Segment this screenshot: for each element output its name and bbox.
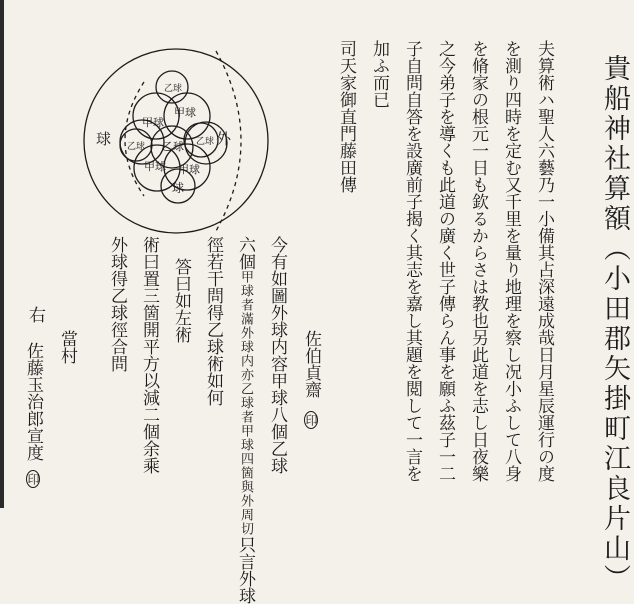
village-name: 當村 [57, 330, 77, 364]
label-kou-left-top: 甲球 [142, 116, 164, 129]
method-line-1: 術曰置三箇開平方以減二個余乘 [139, 236, 159, 474]
label-ball-bottom: 球 [172, 181, 185, 195]
signer-prefix: 右 [25, 306, 45, 323]
method-line-2: 外球得乙球徑合問 [107, 236, 127, 372]
problem-line-2: 六個甲球者滿外球内亦乙球者甲球四箇與外周切只言外球 [235, 236, 255, 604]
preface-signature: 司天家御直門藤田傳 [336, 40, 356, 193]
preface-line-5: 子自問自答を設廣前子揭く其志を嘉し其題を閲して一言を [402, 40, 422, 482]
author-seal: 印 [304, 411, 318, 429]
binding-edge [0, 0, 4, 508]
preface-line-2: を測り四時を定む又千里を量り地理を察し况小ふして八身 [501, 40, 521, 482]
author-name: 佐伯貞齋 印 [302, 330, 319, 429]
problem-line-3: 徑若干問得乙球術如何 [203, 236, 223, 406]
ball-packing-diagram [66, 46, 286, 236]
label-kou-top: 甲球 [174, 106, 196, 119]
problem-line-1: 今有如圖外球内容甲球八個乙球 [267, 236, 287, 474]
label-outer: 外 [216, 130, 232, 148]
preface-line-3: を脩家の根元一日も欽るからさは教也另此道を志し日夜樂 [468, 40, 488, 482]
preface-line-6: 加ふ而已 [369, 40, 389, 108]
label-otsu-right: 乙球 [196, 137, 215, 147]
document-title: 貴船神社算額（小田郡矢掛町江良片山） [599, 54, 630, 594]
preface-line-4: 之今弟子を導くも此道の廣く世子傳らん事を願ふ茲子一二 [435, 40, 455, 482]
signer-seal: 印 [26, 470, 40, 488]
signer-name: 佐藤玉治郎宣度 印 [24, 342, 41, 488]
label-kou-right-bottom: 甲球 [178, 163, 200, 176]
answer-line: 答曰如左術 [171, 258, 191, 343]
label-otsu-left: 乙球 [127, 142, 146, 152]
problem-note: 甲球者滿外球内亦乙球者甲球四箇與外周切 [238, 270, 253, 536]
label-outer-ball: 球 [96, 130, 112, 148]
label-otsu-center: 乙球 [162, 140, 184, 153]
preface-line-1: 夫算術ハ聖人六藝乃一小備其占深遠成哉日月星辰運行の度 [534, 40, 554, 482]
label-kou-left-bottom: 甲球 [144, 160, 166, 173]
label-otsu-top: 乙球 [164, 84, 183, 94]
